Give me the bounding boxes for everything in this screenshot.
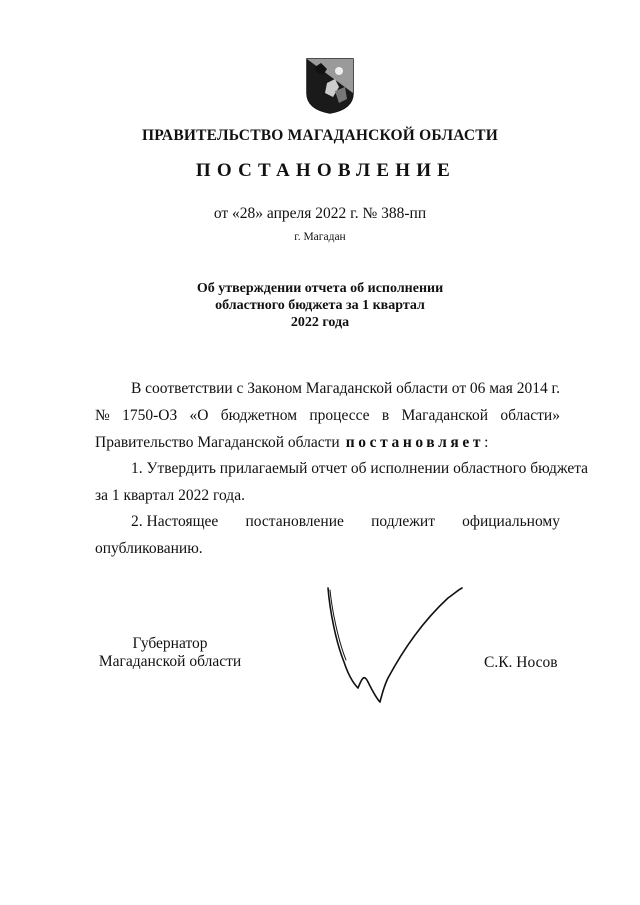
word: области xyxy=(396,380,448,397)
word: 1750-ОЗ xyxy=(122,407,178,424)
paragraph-2-line-2: за 1 квартал 2022 года. xyxy=(95,487,245,504)
word: соответствии xyxy=(145,380,233,397)
title-line-2: областного бюджета за 1 квартал xyxy=(215,298,425,313)
word: 2014 xyxy=(516,380,548,397)
word: «О xyxy=(189,407,209,424)
coat-of-arms-icon xyxy=(305,57,355,115)
word: подлежит xyxy=(371,513,435,530)
word: В xyxy=(131,380,142,397)
paragraph-1-line-1 xyxy=(131,380,560,398)
word: официальному xyxy=(462,513,560,530)
word: г. xyxy=(551,380,560,397)
word: Магаданской xyxy=(401,407,489,424)
word: мая xyxy=(489,380,513,397)
document-date-number: от «28» апреля 2022 г. № 388-пп xyxy=(213,205,427,222)
decree-verb: постановляет xyxy=(345,434,485,451)
word: № xyxy=(95,407,110,424)
word: постановление xyxy=(245,513,344,530)
word: 2. Настоящее xyxy=(131,513,219,530)
word: 06 xyxy=(469,380,486,397)
signatory-title-line-1: Губернатор xyxy=(132,635,208,652)
title-line-3: 2022 года xyxy=(290,315,350,330)
signatory-title xyxy=(95,635,245,671)
word: Магаданской xyxy=(305,380,393,397)
word: Законом xyxy=(247,380,302,397)
text: : xyxy=(484,434,489,451)
government-name: ПРАВИТЕЛЬСТВО МАГАДАНСКОЙ ОБЛАСТИ xyxy=(141,127,499,144)
paragraph-1-line-2 xyxy=(95,407,560,425)
handwritten-signature xyxy=(318,582,466,710)
paragraph-3-line-1 xyxy=(131,513,560,531)
document-type: ПОСТАНОВЛЕНИЕ xyxy=(195,160,457,181)
word: с xyxy=(236,380,244,397)
word: в xyxy=(381,407,390,424)
word: бюджетном xyxy=(220,407,298,424)
signatory-title-line-2: Магаданской области xyxy=(98,653,242,670)
title-line-1: Об утверждении отчета об исполнении xyxy=(196,281,444,296)
document-title xyxy=(0,280,640,331)
document-city: г. Магадан xyxy=(294,231,346,243)
signatory-name: С.К. Носов xyxy=(484,654,558,671)
paragraph-3-line-2: опубликованию. xyxy=(95,540,203,557)
text: Правительство Магаданской области xyxy=(95,434,340,451)
word: области» xyxy=(500,407,560,424)
word: процессе xyxy=(309,407,370,424)
word: от xyxy=(451,380,467,397)
paragraph-1-line-3 xyxy=(95,434,560,452)
paragraph-2-line-1: 1. Утвердить прилагаемый отчет об исполнении областного бюджета xyxy=(131,460,589,477)
